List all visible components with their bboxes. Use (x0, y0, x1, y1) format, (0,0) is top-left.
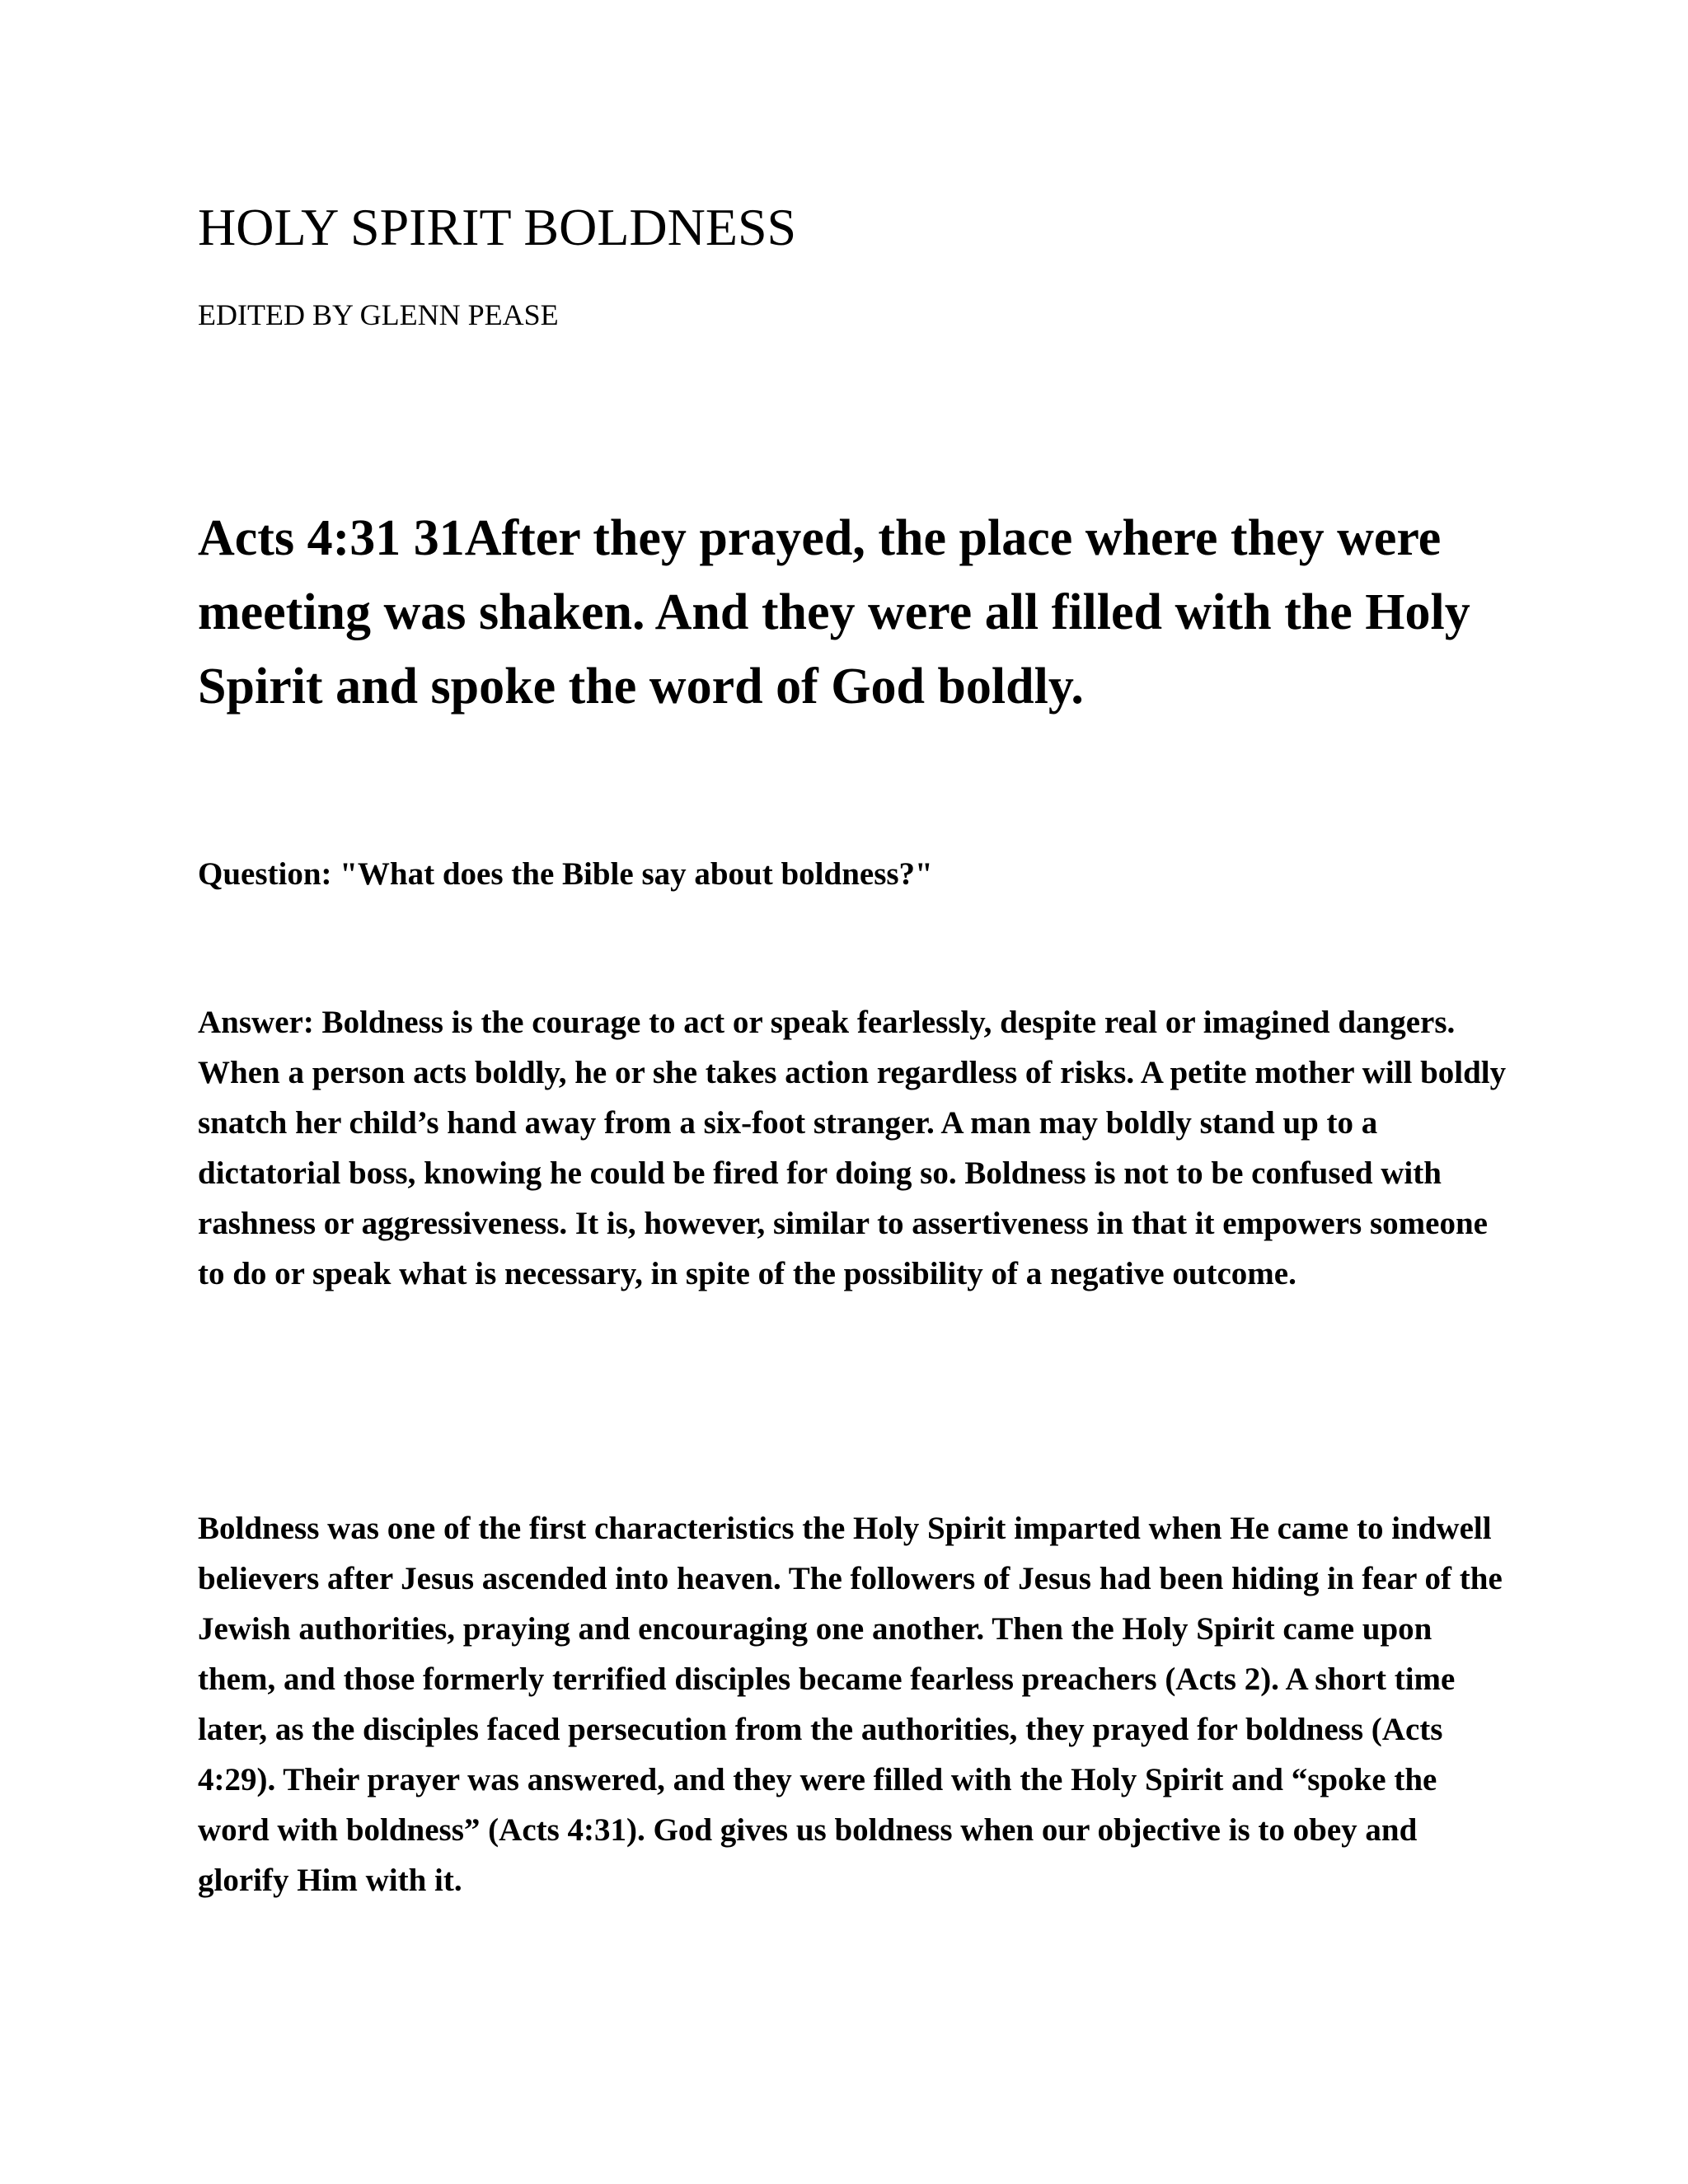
document-byline: EDITED BY GLENN PEASE (198, 298, 559, 331)
document-title: HOLY SPIRIT BOLDNESS (198, 198, 797, 256)
answer-paragraph: Answer: Boldness is the courage to act or speak fearlessly, despite real or imagined dangers. When a person acts boldly, he or she takes action regardless of risks. A petite mother will boldly snatch her child’s hand away from a six-foot stranger. A man may boldly stand up to a dictatorial boss, knowing he could be fired for doing so. Boldness is not to be confused with rashness or aggressiveness. It is, however, similar to assertiveness in that it empowers someone to do or speak what is necessary, in spite of the possibility of a negative outcome. (198, 1005, 1507, 1291)
scripture-verse: Acts 4:31 31After they prayed, the place where they were meeting was shaken. And they were all filled with the Holy Spirit and spoke the word of God boldly. (198, 510, 1470, 715)
question-paragraph: Question: "What does the Bible say about boldness?" (198, 856, 933, 892)
body-paragraph: Boldness was one of the first characteristics the Holy Spirit imparted when He came to indwell believers after Jesus ascended into heaven. The followers of Jesus had been hiding in fear of the Jewish authorities, praying and encouraging one another. Then the Holy Spirit came upon them, and those formerly terrified disciples became fearless preachers (Acts 2). A short time later, as the disciples faced persecution from the authorities, they prayed for boldness (Acts 4:29). Their prayer was answered, and they were filled with the Holy Spirit and “spoke the word with boldness” (Acts 4:31). God gives us boldness when our objective is to obey and glorify Him with it. (198, 1511, 1503, 1898)
